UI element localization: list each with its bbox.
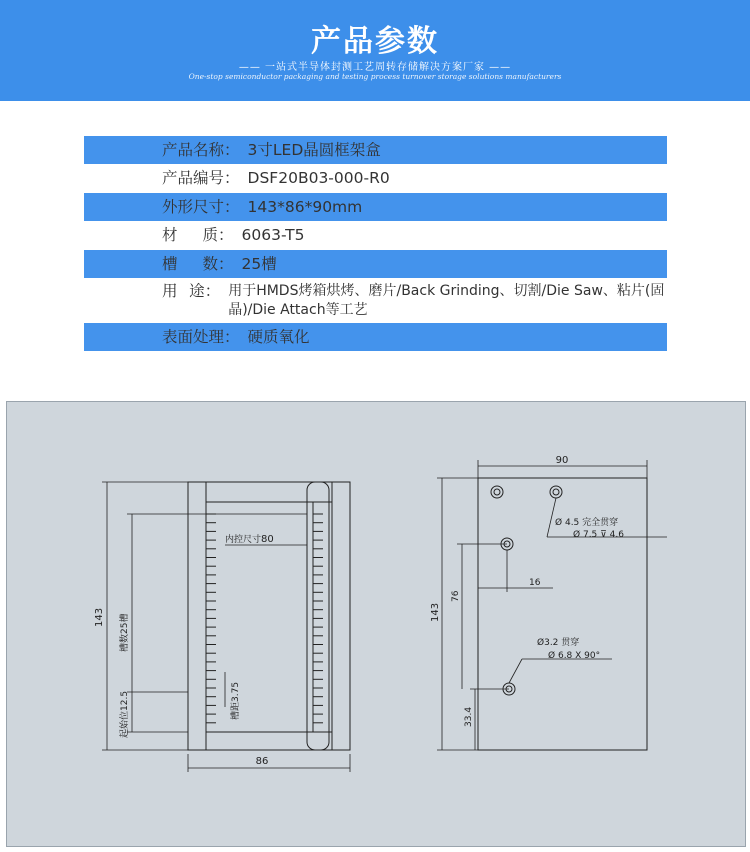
hole1-spec-a: Ø 4.5 完全贯穿 <box>555 518 619 528</box>
spec-value: DSF20B03-000-R0 <box>247 169 390 187</box>
spec-table <box>84 136 667 351</box>
drawing-svg <box>7 402 747 848</box>
spec-label: 外形尺寸 <box>162 198 225 216</box>
front-left-rail <box>188 482 206 750</box>
technical-drawing <box>6 401 746 847</box>
dim-16: 16 <box>529 578 541 588</box>
header-banner <box>0 0 750 101</box>
spec-label: 用 途 <box>162 282 205 300</box>
spec-label: 槽 数 <box>162 255 218 273</box>
front-right-rail <box>332 482 350 750</box>
spec-row-slots: 槽 数 ： 25槽 <box>84 250 667 278</box>
hole1-spec-b: Ø 7.5 ⊽ 4.6 <box>573 530 624 540</box>
spec-value: 硬质氧化 <box>247 328 310 346</box>
page-title: 产品参数 <box>311 24 439 59</box>
spec-value: 用于HMDS烤箱烘烤、磨片/Back Grinding、切割/Die Saw、粘片(固晶)/Die Attach等工艺 <box>228 283 665 318</box>
inner-dim-label: 内控尺寸80 <box>225 534 274 545</box>
spec-row-code: 产品编号 ： DSF20B03-000-R0 <box>84 164 667 193</box>
dim-33: 33.4 <box>464 706 474 727</box>
spec-row-use: 用 途 ： 用于HMDS烤箱烘烤、磨片/Back Grinding、切割/Die Saw、粘片(固晶)/Die Attach等工艺 <box>84 278 667 323</box>
side-height-dim: 143 <box>430 602 441 622</box>
slot-teeth-right <box>313 514 323 723</box>
front-height-dim: 143 <box>94 607 105 627</box>
spec-value: 6063-T5 <box>241 226 305 244</box>
side-width-dim: 90 <box>555 455 569 466</box>
spec-row-name: 产品名称 ： 3寸LED晶圆框架盒 <box>84 136 667 164</box>
front-width-dim: 86 <box>255 756 269 767</box>
slot-count-label: 槽数25槽 <box>120 613 130 652</box>
spec-label: 产品编号 <box>162 169 225 187</box>
slot-teeth-left <box>206 514 216 723</box>
hole2-spec-a: Ø3.2 贯穿 <box>537 638 580 648</box>
start-pos-label: 起始位12.5 <box>120 690 130 738</box>
spec-value: 143*86*90mm <box>247 198 363 216</box>
spec-value: 3寸LED晶圆框架盒 <box>247 141 381 159</box>
slot-pitch-label: 槽距3.75 <box>231 681 241 720</box>
spec-row-surface: 表面处理 ： 硬质氧化 <box>84 323 667 351</box>
spec-row-size: 外形尺寸 ： 143*86*90mm <box>84 193 667 221</box>
spec-row-material: 材 质 ： 6063-T5 <box>84 221 667 250</box>
spec-label: 材 质 <box>162 226 218 244</box>
subtitle-cn: —— 一站式半导体封测工艺周转存储解决方案厂家 —— <box>238 62 512 73</box>
dim-76: 76 <box>451 590 461 602</box>
subtitle-en: One-stop semiconductor packaging and testing process turnover storage solutions manufacturers <box>188 72 562 81</box>
spec-label: 产品名称 <box>162 141 225 159</box>
spec-value: 25槽 <box>241 255 277 273</box>
spec-label: 表面处理 <box>162 328 225 346</box>
hole2-spec-b: Ø 6.8 X 90° <box>548 651 601 661</box>
